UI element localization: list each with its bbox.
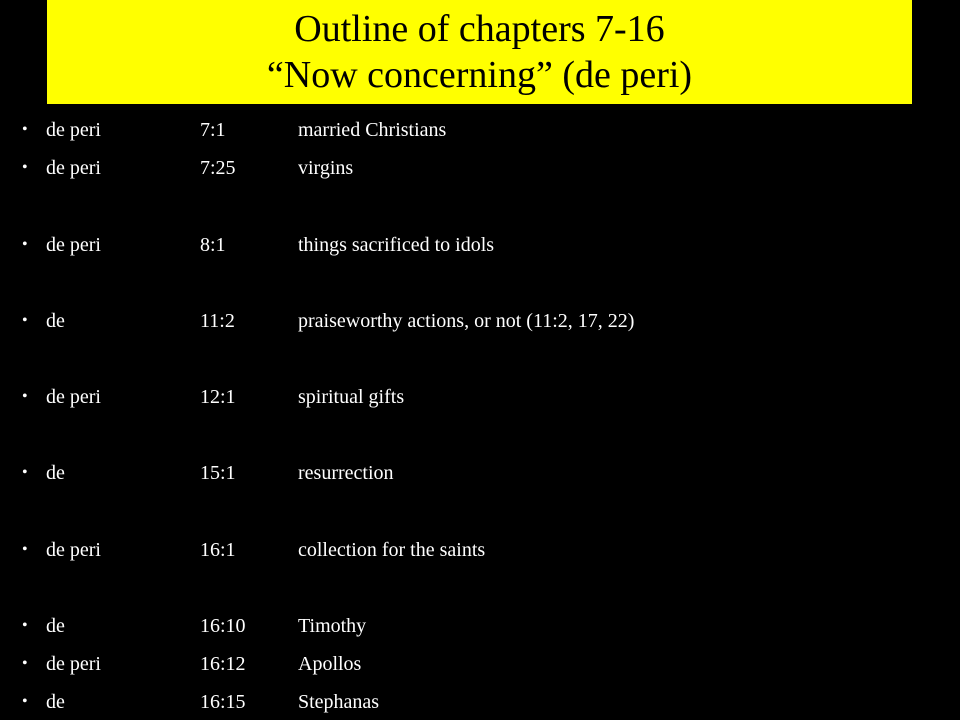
slide-title-line-2: “Now concerning” (de peri) — [266, 54, 693, 96]
item-keyword: de peri — [46, 539, 101, 561]
bullet-icon: • — [22, 693, 28, 710]
item-topic: Apollos — [298, 653, 362, 675]
item-reference: 7:25 — [200, 157, 236, 179]
bullet-icon: • — [22, 655, 28, 672]
item-keyword: de — [46, 462, 65, 484]
bullet-icon: • — [22, 464, 28, 481]
item-topic: virgins — [298, 157, 354, 179]
bullet-icon: • — [22, 312, 28, 329]
item-keyword: de peri — [46, 119, 101, 141]
item-reference: 15:1 — [200, 462, 236, 484]
item-keyword: de — [46, 310, 65, 332]
item-reference: 12:1 — [200, 386, 236, 408]
item-topic: Stephanas — [298, 691, 380, 713]
item-reference: 16:1 — [200, 539, 236, 561]
item-reference: 8:1 — [200, 234, 226, 256]
item-reference: 16:10 — [200, 615, 246, 637]
bullet-icon: • — [22, 388, 28, 405]
bullet-icon: • — [22, 617, 28, 634]
item-reference: 16:12 — [200, 653, 246, 675]
bullet-icon: • — [22, 121, 28, 138]
item-reference: 11:2 — [200, 310, 235, 332]
item-topic: married Christians — [298, 119, 447, 141]
slide-title-line-1: Outline of chapters 7-16 — [294, 8, 665, 50]
item-topic: Timothy — [298, 615, 367, 637]
item-topic: praiseworthy actions, or not (11:2, 17, 22) — [298, 310, 635, 332]
item-keyword: de peri — [46, 234, 101, 256]
item-keyword: de peri — [46, 386, 101, 408]
item-keyword: de peri — [46, 157, 101, 179]
bullet-icon: • — [22, 236, 28, 253]
item-keyword: de peri — [46, 653, 101, 675]
item-keyword: de — [46, 691, 65, 713]
title-box — [47, 0, 912, 104]
item-topic: resurrection — [298, 462, 394, 484]
item-reference: 16:15 — [200, 691, 246, 713]
item-topic: spiritual gifts — [298, 386, 405, 408]
item-topic: things sacrificed to idols — [298, 234, 495, 256]
item-keyword: de — [46, 615, 65, 637]
bullet-icon: • — [22, 159, 28, 176]
item-topic: collection for the saints — [298, 539, 486, 561]
bullet-icon: • — [22, 541, 28, 558]
item-reference: 7:1 — [200, 119, 226, 141]
